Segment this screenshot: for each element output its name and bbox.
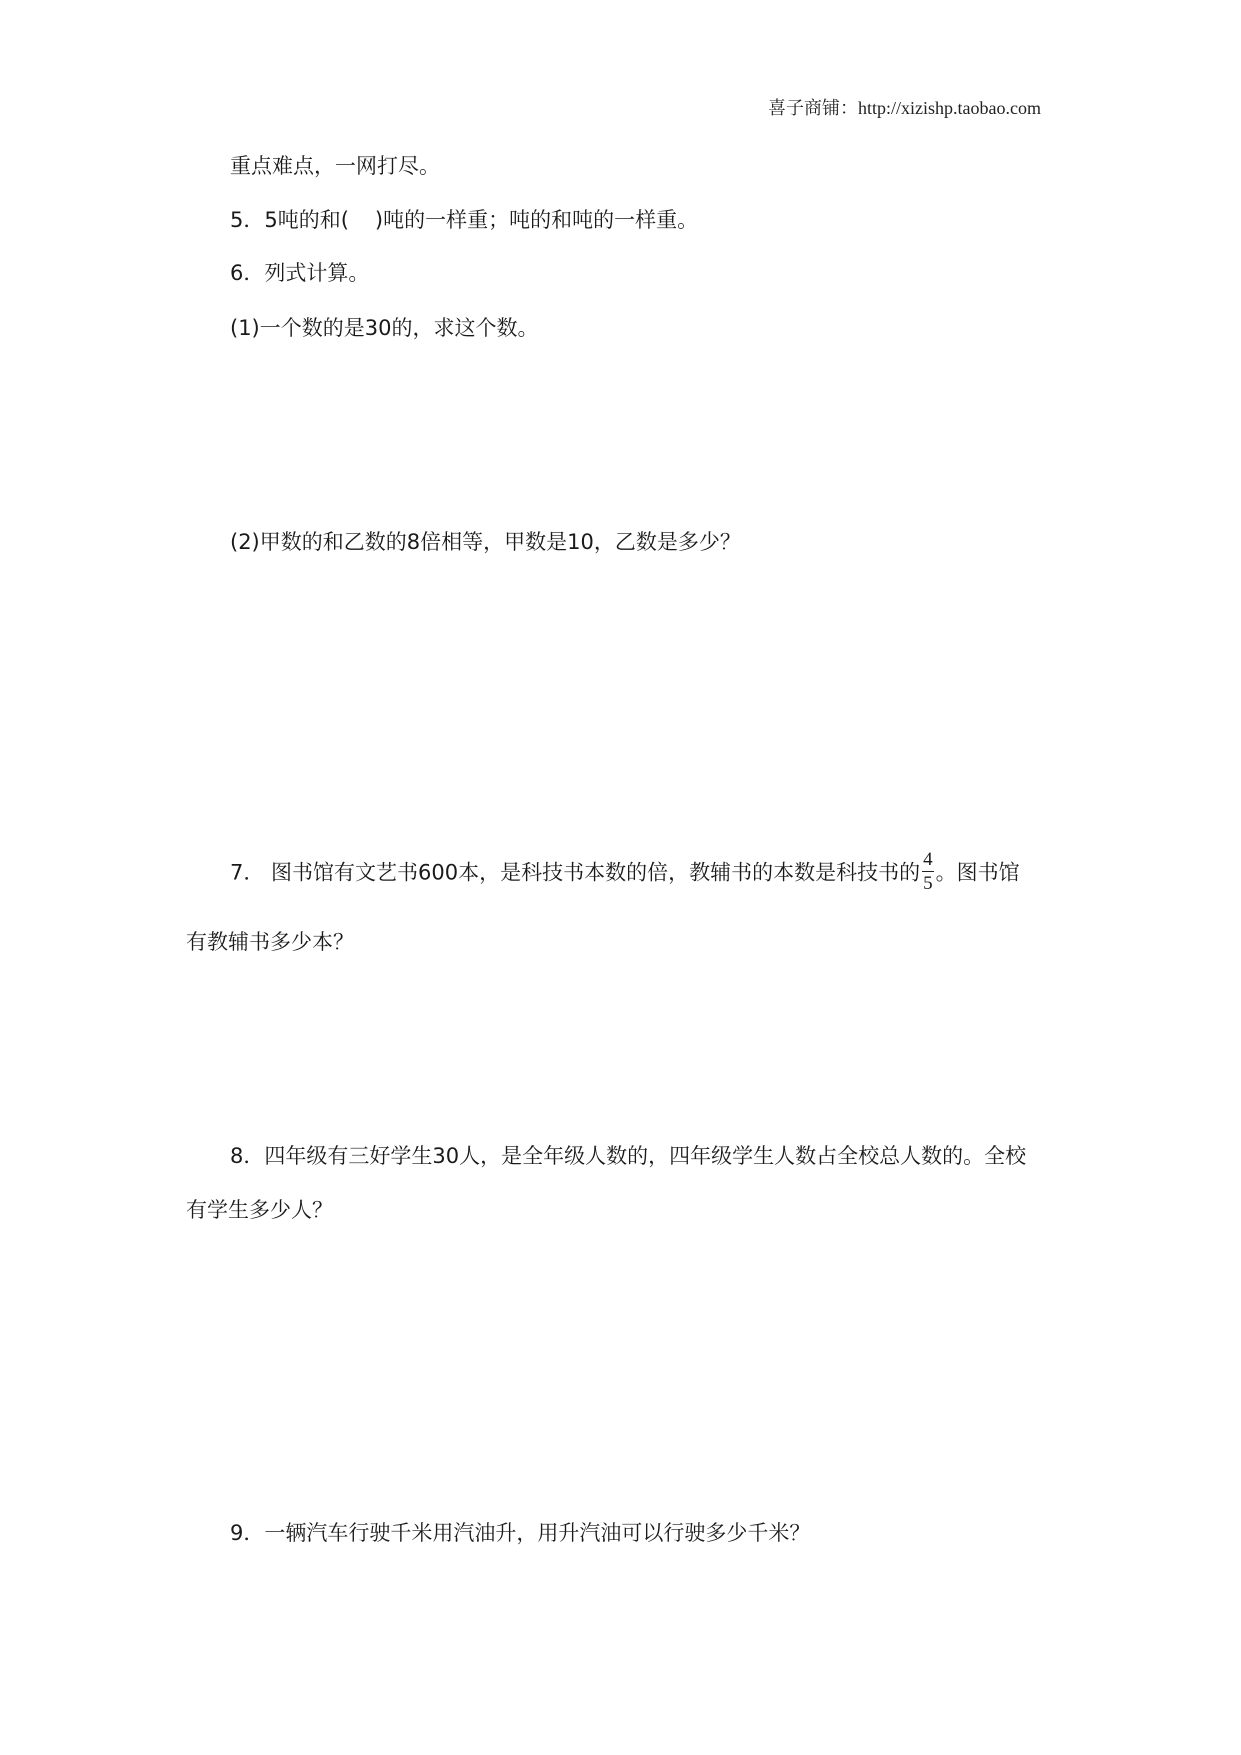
question-6-title: 6．列式计算。 [230, 261, 370, 285]
question-8-line-1: 8．四年级有三好学生30人，是全年级人数的，四年级学生人数占全校总人数的。全校 [230, 1144, 1027, 1168]
question-7-line-2: 有教辅书多少本？ [186, 930, 354, 954]
question-9: 9．一辆汽车行驶千米用汽油升，用升汽油可以行驶多少千米？ [230, 1521, 811, 1545]
question-8-line-2: 有学生多少人？ [186, 1198, 333, 1222]
intro-text: 重点难点，一网打尽。 [230, 154, 440, 178]
question-6-sub-1: (1)一个数的是30的，求这个数。 [230, 316, 539, 340]
fraction-numerator: 4 [923, 849, 933, 870]
question-7-text-b: 。图书馆 [935, 860, 1020, 885]
question-6-sub-2: (2)甲数的和乙数的8倍相等，甲数是10，乙数是多少？ [230, 530, 741, 554]
question-5-part-a: 5．5吨的和( [230, 208, 349, 232]
question-7-text-a: 7． 图书馆有文艺书600本，是科技书本数的倍，教辅书的本数是科技书的 [230, 860, 921, 885]
page-header-shop-link: 喜子商铺：http://xizishp.taobao.com [768, 98, 1041, 118]
question-5-part-b: )吨的一样重；吨的和吨的一样重。 [374, 208, 699, 232]
question-7-line-1 [230, 849, 1020, 895]
question-5 [230, 210, 698, 231]
fraction-denominator: 5 [923, 873, 933, 894]
fraction-four-fifths [922, 850, 934, 893]
